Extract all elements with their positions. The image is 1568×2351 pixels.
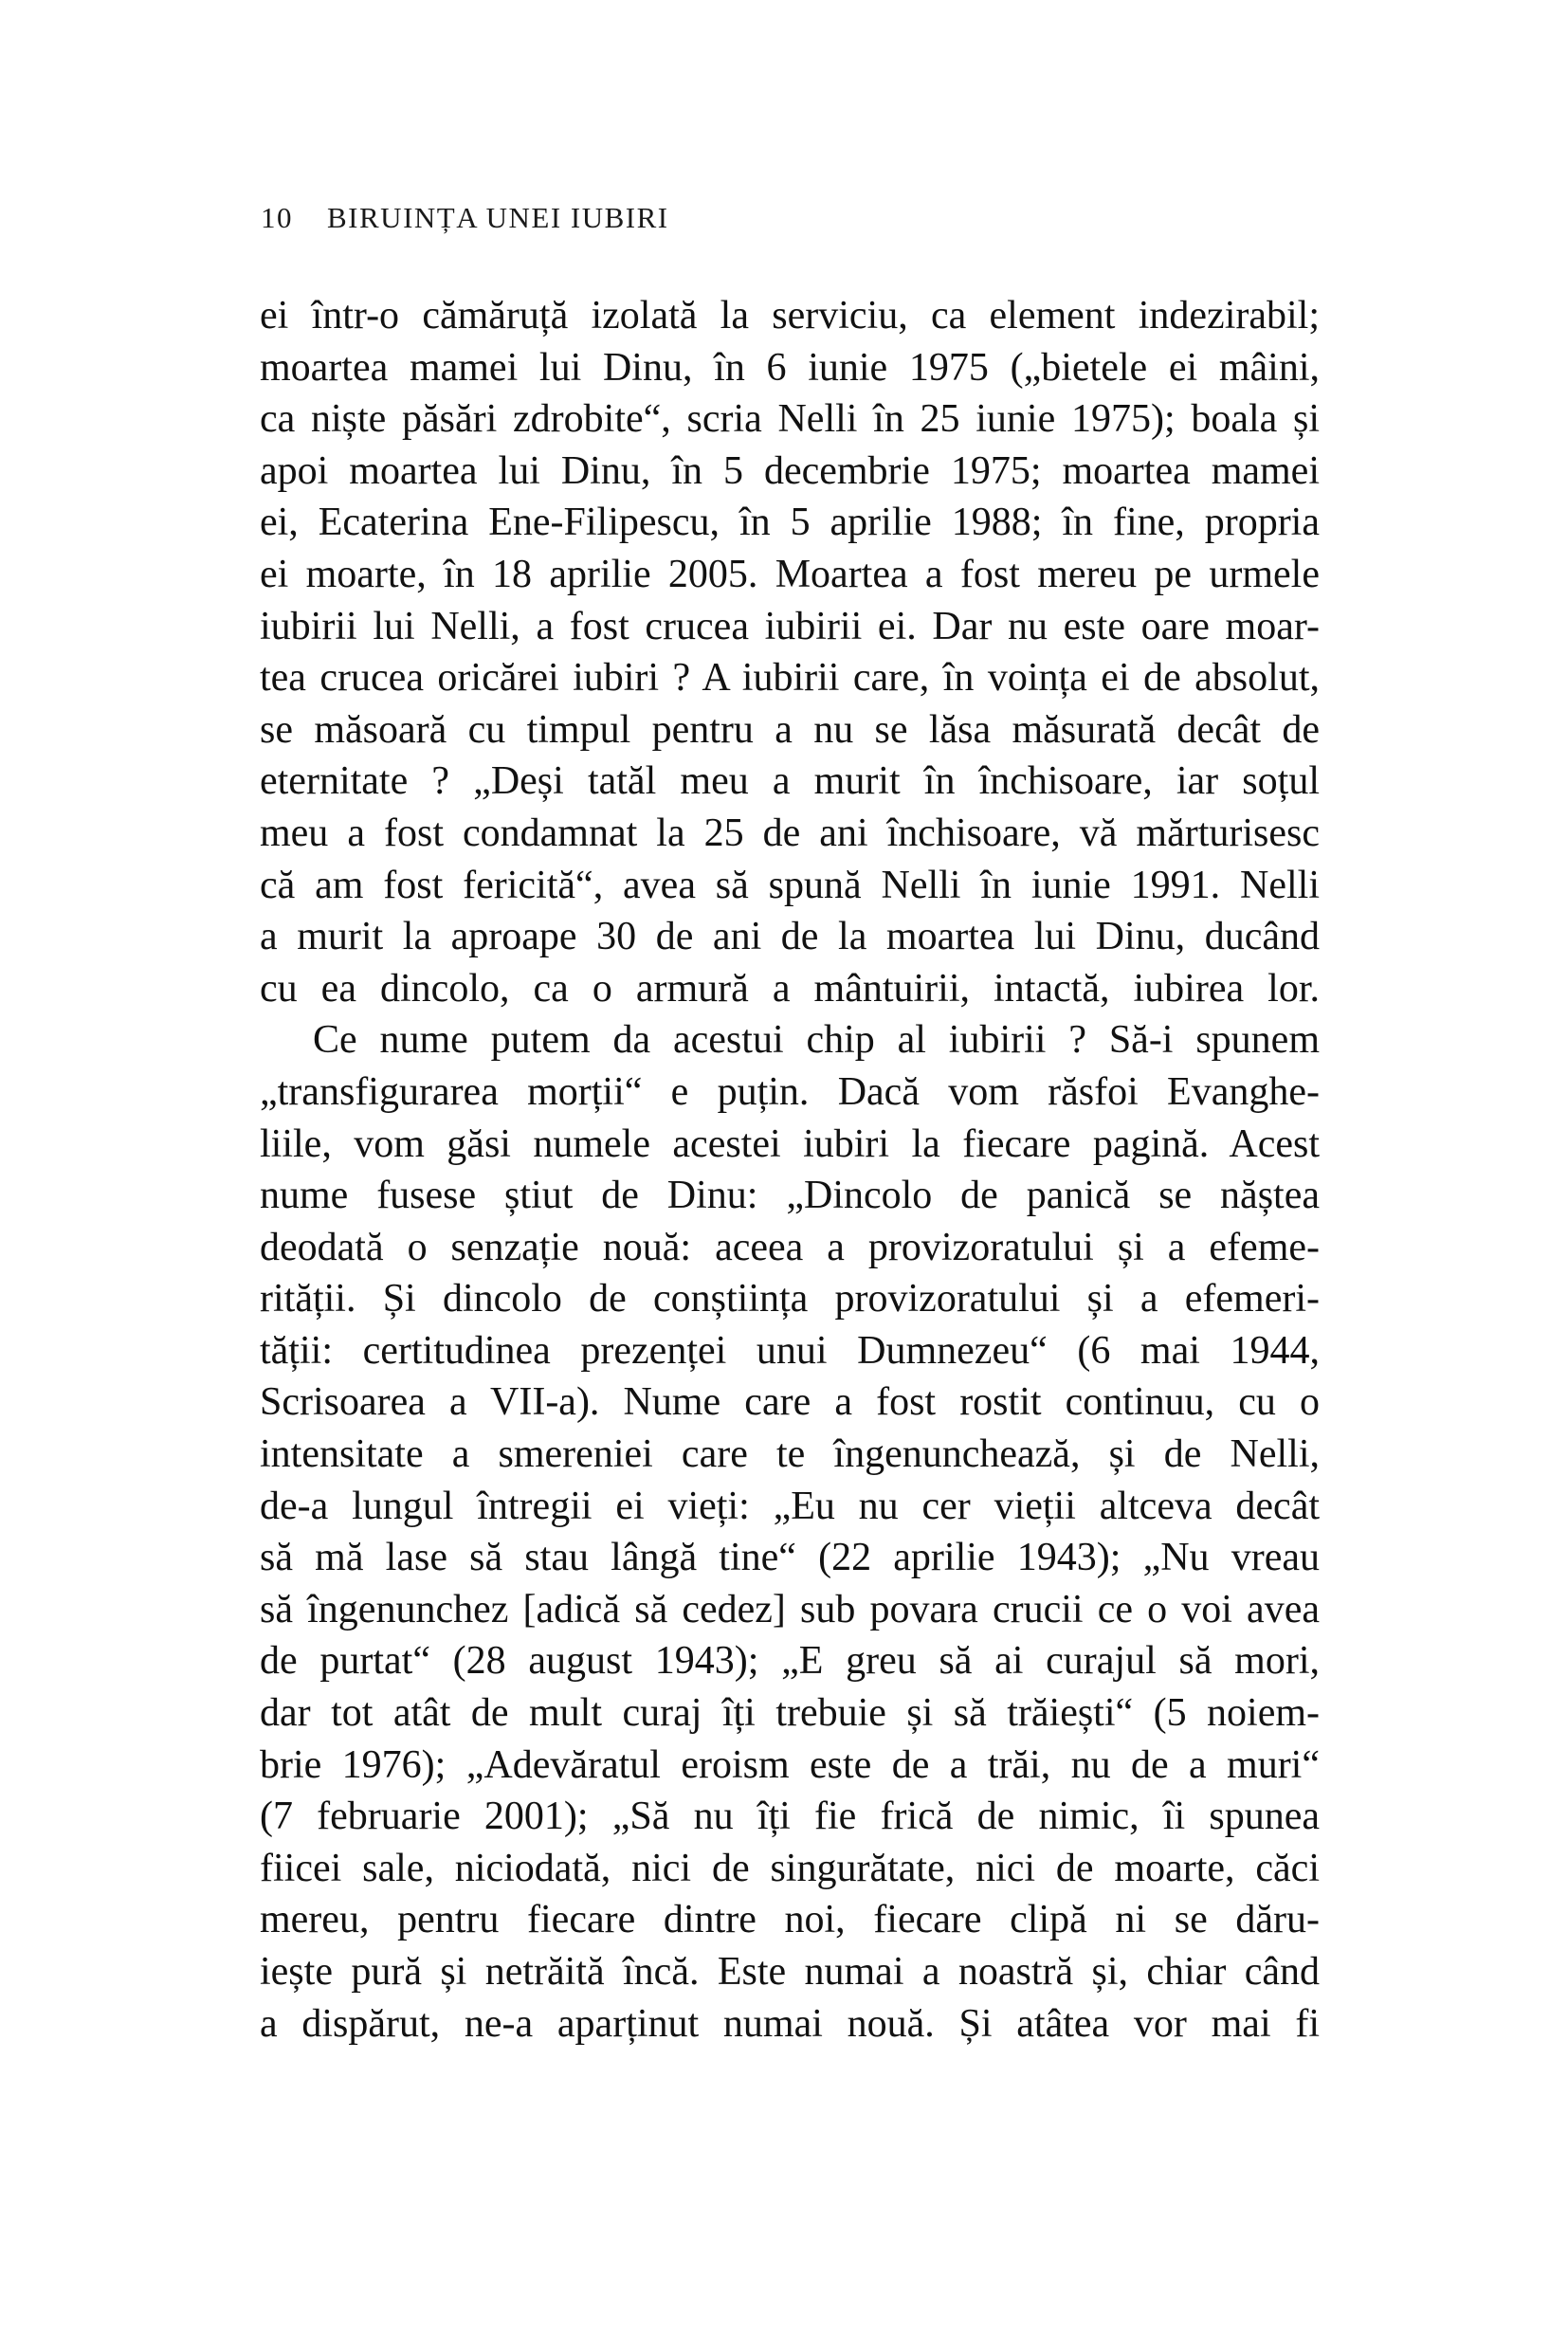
page-number: 10 bbox=[261, 201, 293, 234]
text-line: apoi moartea lui Dinu, în 5 decembrie 1975; moartea mamei bbox=[260, 448, 1320, 493]
text-line: iește pură și netrăită încă. Este numai a noastră și, chiar când bbox=[260, 1950, 1320, 1994]
text-line: nume fusese știut de Dinu: „Dincolo de panică se năștea bbox=[260, 1174, 1320, 1218]
text-line: ei într-o cămăruță izolată la serviciu, ca element indezirabil; bbox=[260, 294, 1320, 337]
running-title: BIRUINȚA UNEI IUBIRI bbox=[327, 201, 669, 234]
running-head bbox=[261, 201, 669, 235]
text-line: ca niște păsări zdrobite“, scria Nelli în 25 iunie 1975); boala și bbox=[260, 397, 1320, 442]
text-line: meu a fost condamnat la 25 de ani închisoare, vă mărturisesc bbox=[260, 811, 1320, 855]
text-line: a murit la aproape 30 de ani de la moartea lui Dinu, ducând bbox=[260, 915, 1320, 959]
text-line: tății: certitudinea prezenței unui Dumnezeu“ (6 mai 1944, bbox=[260, 1328, 1320, 1373]
text-line: fiicei sale, niciodată, nici de singurătate, nici de moarte, căci bbox=[260, 1846, 1320, 1890]
text-line: ei, Ecaterina Ene-Filipescu, în 5 aprilie 1988; în fine, propria bbox=[260, 501, 1320, 545]
text-line: că am fost fericită“, avea să spună Nelli în iunie 1991. Nelli bbox=[260, 863, 1320, 907]
text-line: de-a lungul întregii ei vieți: „Eu nu cer vieții altceva decât bbox=[260, 1484, 1320, 1528]
text-line: rității. Și dincolo de conștiința provizoratului și a efemeri- bbox=[260, 1277, 1320, 1321]
text-line: Scrisoarea a VII-a). Nume care a fost rostit continuu, cu o bbox=[260, 1380, 1320, 1425]
text-line: să îngenunchez [adică să cedez] sub povara crucii ce o voi avea bbox=[260, 1587, 1320, 1631]
text-line: a dispărut, ne-a aparținut numai nouă. Și atâtea vor mai fi bbox=[260, 2001, 1320, 2046]
text-line: iubirii lui Nelli, a fost crucea iubirii ei. Dar nu este oare moar- bbox=[260, 604, 1320, 648]
body-text bbox=[260, 290, 1320, 2050]
text-line: se măsoară cu timpul pentru a nu se lăsa măsurată decât de bbox=[260, 707, 1320, 752]
text-line: „transfigurarea morții“ e puțin. Dacă vom răsfoi Evanghe- bbox=[260, 1069, 1320, 1114]
text-line: eternitate ? „Deși tatăl meu a murit în închisoare, iar soțul bbox=[260, 759, 1320, 804]
text-line: tea crucea oricărei iubiri ? A iubirii care, în voința ei de absolut, bbox=[260, 656, 1320, 701]
text-line: deodată o senzație nouă: aceea a provizoratului și a efeme- bbox=[260, 1225, 1320, 1269]
text-line: liile, vom găsi numele acestei iubiri la fiecare pagină. Acest bbox=[260, 1121, 1320, 1166]
text-line: cu ea dincolo, ca o armură a mântuirii, intactă, iubirea lor. bbox=[260, 966, 1320, 1011]
text-line: mereu, pentru fiecare dintre noi, fiecare clipă ni se dăru- bbox=[260, 1898, 1320, 1942]
text-line: dar tot atât de mult curaj îți trebuie și să trăiești“ (5 noiem- bbox=[260, 1691, 1320, 1736]
paragraph-first-line: Ce nume putem da acestui chip al iubirii ? Să-i spunem bbox=[313, 1018, 1320, 1063]
text-line: de purtat“ (28 august 1943); „E greu să ai curajul să mori, bbox=[260, 1639, 1320, 1684]
text-line: brie 1976); „Adevăratul eroism este de a trăi, nu de a muri“ bbox=[260, 1742, 1320, 1787]
text-line: să mă lase să stau lângă tine“ (22 aprilie 1943); „Nu vreau bbox=[260, 1536, 1320, 1580]
text-line: (7 februarie 2001); „Să nu îți fie frică de nimic, îi spunea bbox=[260, 1795, 1320, 1839]
text-line: intensitate a smereniei care te îngenunchează, și de Nelli, bbox=[260, 1432, 1320, 1477]
text-line: ei moarte, în 18 aprilie 2005. Moartea a fost mereu pe urmele bbox=[260, 552, 1320, 596]
text-line: moartea mamei lui Dinu, în 6 iunie 1975 („bietele ei mâini, bbox=[260, 345, 1320, 390]
